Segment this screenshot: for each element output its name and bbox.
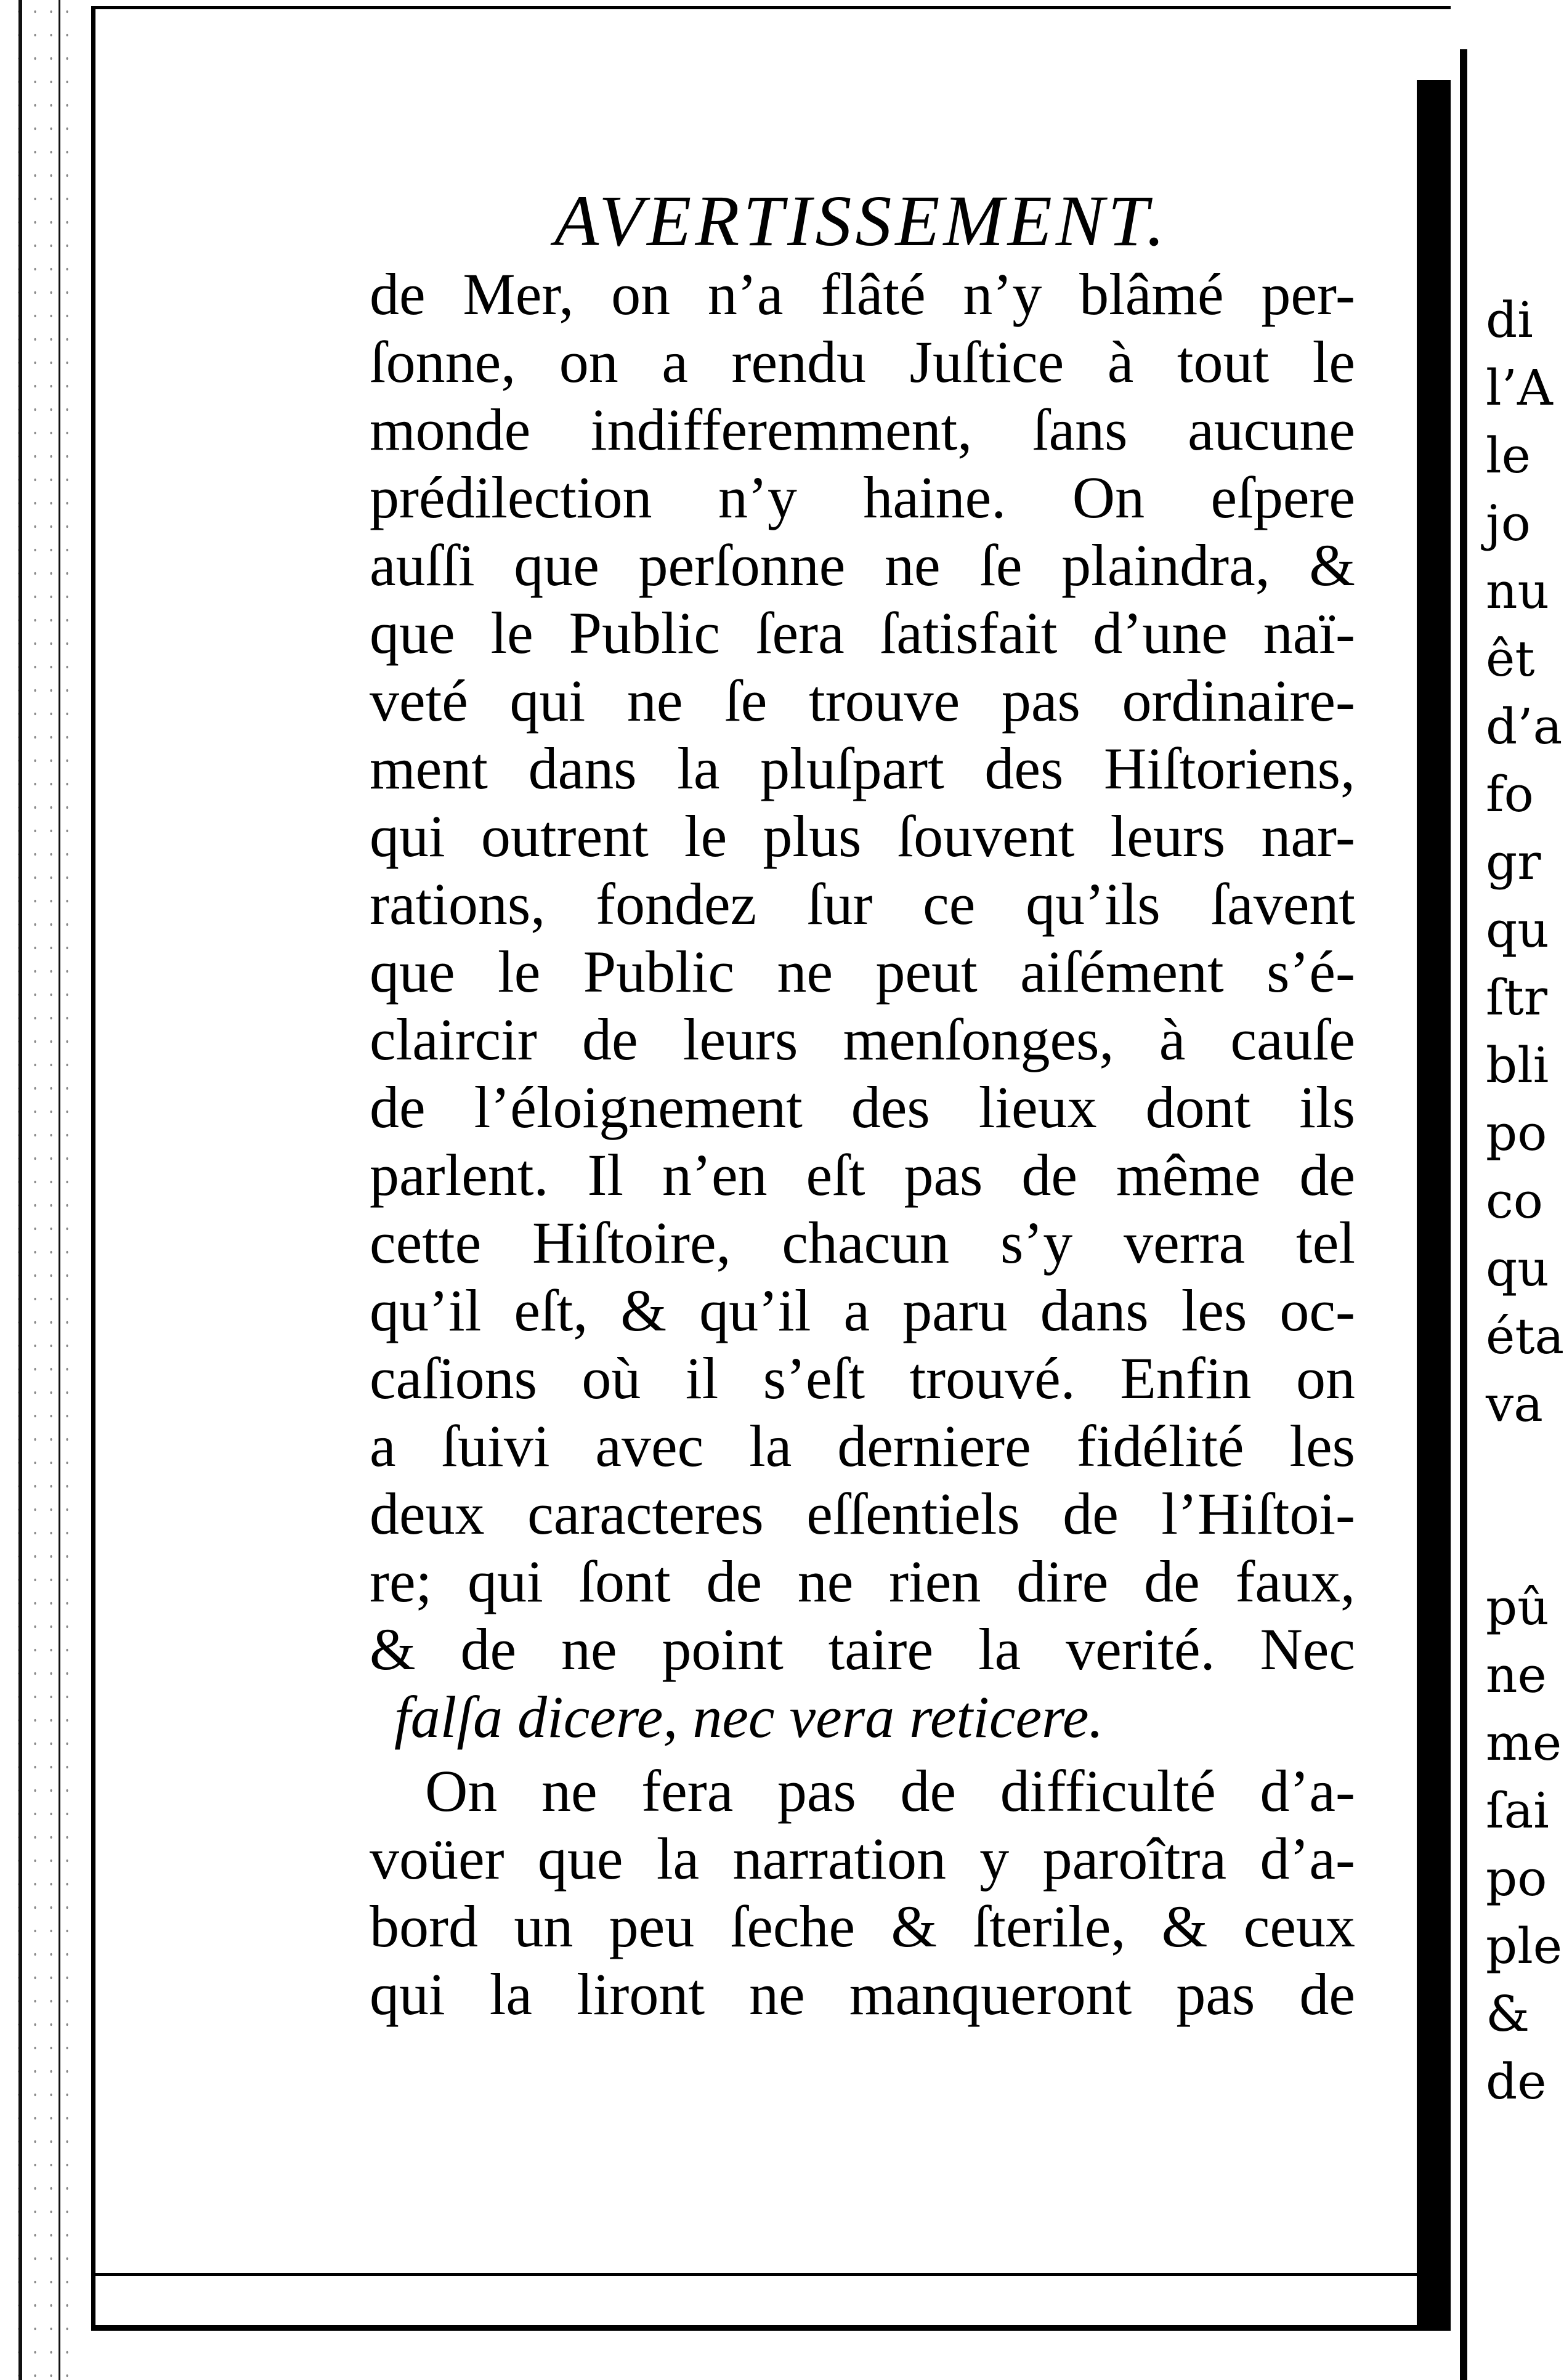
adjacent-page-fragment: pû xyxy=(1486,1579,1549,1636)
text-line: qui outrent le plus ſouvent leurs nar- xyxy=(370,803,1355,869)
adjacent-page-fragment: l’A xyxy=(1486,359,1553,416)
adjacent-page xyxy=(1460,49,1564,2380)
adjacent-page-fragment: nu xyxy=(1486,562,1550,620)
adjacent-page-fragment: ple xyxy=(1486,1917,1563,1975)
text-line: de l’éloignement des lieux dont ils xyxy=(370,1074,1355,1140)
text-line: parlent. Il n’en eſt pas de même de xyxy=(370,1142,1355,1208)
text-line: qui la liront ne manqueront pas de xyxy=(370,1961,1355,2027)
adjacent-page-fragment: po xyxy=(1486,1850,1547,1907)
text-line: de Mer, on n’a flâté n’y blâmé per- xyxy=(370,261,1355,327)
adjacent-page-fragment: ne xyxy=(1486,1646,1547,1704)
binding-gutter xyxy=(0,0,92,2380)
text-line: & de ne point taire la verité. Nec xyxy=(370,1616,1355,1682)
page-edge-shadow xyxy=(1417,80,1451,2328)
adjacent-page-fragment: éta xyxy=(1486,1308,1564,1365)
text-line: caſions où il s’eſt trouvé. Enfin on xyxy=(370,1345,1355,1411)
adjacent-page-fragment: di xyxy=(1486,291,1533,349)
adjacent-page-fragment: ſtr xyxy=(1486,969,1547,1026)
text-line: que le Public ne peut aiſément s’é- xyxy=(370,939,1355,1005)
latin-quote-line: falſa dicere, nec vera reticere. xyxy=(394,1684,1104,1750)
adjacent-page-fragment: bli xyxy=(1486,1037,1549,1094)
adjacent-page-fragment: va xyxy=(1486,1375,1543,1433)
adjacent-page-fragment: fo xyxy=(1486,766,1534,823)
text-line: ment dans la pluſpart des Hiſtoriens, xyxy=(370,735,1355,801)
adjacent-page-fragment: de xyxy=(1486,2053,1547,2110)
page-bottom-edge xyxy=(92,2273,1441,2287)
text-line: deux caracteres eſſentiels de l’Hiſtoi- xyxy=(370,1481,1355,1547)
text-line: monde indifferemment, ſans aucune xyxy=(370,397,1355,463)
adjacent-page-fragment: ſai xyxy=(1486,1782,1549,1839)
text-line: On ne fera pas de difficulté d’a- xyxy=(425,1758,1355,1824)
text-line: qu’il eſt, & qu’il a paru dans les oc- xyxy=(370,1277,1355,1343)
adjacent-page-fragment: jo xyxy=(1486,495,1531,552)
text-line: rations, fondez ſur ce qu’ils ſavent xyxy=(370,871,1355,937)
adjacent-page-fragment: qu xyxy=(1486,1240,1549,1297)
adjacent-page-fragment: d’a xyxy=(1486,698,1563,755)
text-line: veté qui ne ſe trouve pas ordinaire- xyxy=(370,668,1355,734)
text-line: claircir de leurs menſonges, à cauſe xyxy=(370,1006,1355,1072)
gutter-line-1 xyxy=(18,0,22,2380)
text-line: que le Public ſera ſatisfait d’une naï- xyxy=(370,600,1355,666)
adjacent-page-fragment: êt xyxy=(1486,630,1535,687)
text-line: re; qui ſont de ne rien dire de faux, xyxy=(370,1548,1355,1614)
text-line: bord un peu ſeche & ſterile, & ceux xyxy=(370,1893,1355,1959)
adjacent-page-fragment: gr xyxy=(1486,833,1541,891)
text-line: ſonne, on a rendu Juſtice à tout le xyxy=(370,329,1355,395)
gutter-line-2 xyxy=(59,0,60,2380)
text-line: voüer que la narration y paroîtra d’a- xyxy=(370,1826,1355,1892)
text-line: auſſi que perſonne ne ſe plaindra, & xyxy=(370,532,1355,598)
text-line: a ſuivi avec la derniere fidélité les xyxy=(370,1413,1355,1479)
adjacent-page-fragment: & xyxy=(1486,1985,1530,2042)
adjacent-page-fragment: le xyxy=(1486,427,1531,484)
text-line: prédilection n’y haine. On eſpere xyxy=(370,464,1355,530)
adjacent-page-fragment: co xyxy=(1486,1172,1543,1229)
running-head: AVERTISSEMENT. xyxy=(554,180,1169,261)
adjacent-page-fragment: me xyxy=(1486,1714,1562,1771)
adjacent-page-fragment: po xyxy=(1486,1104,1547,1162)
text-line: cette Hiſtoire, chacun s’y verra tel xyxy=(370,1210,1355,1276)
adjacent-page-fragment: qu xyxy=(1486,901,1549,958)
